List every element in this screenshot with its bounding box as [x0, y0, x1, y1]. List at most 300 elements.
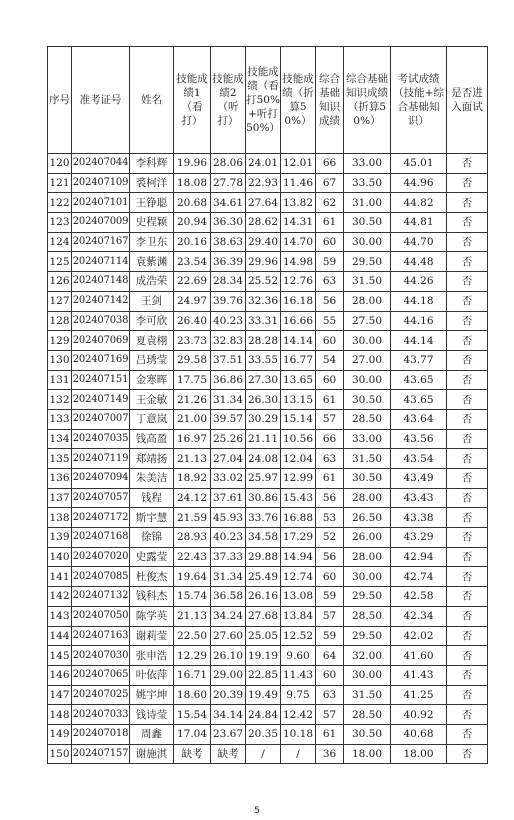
cell-name: 王金敏	[130, 390, 174, 410]
cell-skill-2: 36.30	[211, 213, 246, 233]
cell-knowledge-50: 18.00	[344, 744, 391, 764]
cell-skill-50: 12.76	[281, 272, 316, 292]
cell-knowledge: 57	[316, 409, 344, 429]
score-table	[47, 46, 488, 764]
cell-exam-id: 202407109	[72, 173, 130, 193]
cell-knowledge: 64	[316, 646, 344, 666]
cell-knowledge: 60	[316, 567, 344, 587]
cell-name: 王铮聪	[130, 193, 174, 213]
cell-total: 43.29	[391, 528, 447, 548]
cell-total: 42.34	[391, 606, 447, 626]
header-skill-50: 技能成绩（折算50%）	[281, 47, 316, 154]
cell-name: 史程颖	[130, 213, 174, 233]
cell-skill-1: 29.58	[174, 350, 211, 370]
cell-seq: 133	[48, 409, 72, 429]
cell-skill-2: 23.67	[211, 724, 246, 744]
cell-skill-50: 14.70	[281, 232, 316, 252]
cell-skill-2: 36.86	[211, 370, 246, 390]
cell-skill-avg: 29.40	[246, 232, 281, 252]
table-row	[48, 567, 488, 587]
cell-total: 40.92	[391, 705, 447, 725]
cell-skill-1: 18.60	[174, 685, 211, 705]
table-row	[48, 429, 488, 449]
cell-total: 42.58	[391, 587, 447, 607]
cell-seq: 137	[48, 488, 72, 508]
cell-seq: 147	[48, 685, 72, 705]
table-row	[48, 193, 488, 213]
header-knowledge: 综合基础知识成绩	[316, 47, 344, 154]
cell-exam-id: 202407035	[72, 429, 130, 449]
cell-seq: 121	[48, 173, 72, 193]
cell-name: 钱诗莹	[130, 705, 174, 725]
cell-knowledge-50: 28.50	[344, 705, 391, 725]
cell-knowledge-50: 28.00	[344, 488, 391, 508]
cell-skill-50: 10.56	[281, 429, 316, 449]
cell-seq: 129	[48, 331, 72, 351]
cell-seq: 140	[48, 547, 72, 567]
cell-knowledge-50: 30.50	[344, 213, 391, 233]
cell-skill-2: 38.63	[211, 232, 246, 252]
cell-skill-avg: 33.76	[246, 508, 281, 528]
cell-skill-1: 20.16	[174, 232, 211, 252]
cell-name: 周鑫	[130, 724, 174, 744]
header-knowledge-50: 综合基础知识成绩（折算50%）	[344, 47, 391, 154]
cell-seq: 141	[48, 567, 72, 587]
cell-total: 42.02	[391, 626, 447, 646]
cell-skill-50: 11.43	[281, 665, 316, 685]
cell-skill-50: 12.01	[281, 154, 316, 174]
cell-total: 41.25	[391, 685, 447, 705]
cell-seq: 127	[48, 291, 72, 311]
cell-seq: 149	[48, 724, 72, 744]
header-skill-1: 技能成绩1（看打）	[174, 47, 211, 154]
cell-name: 郑靖扬	[130, 449, 174, 469]
cell-skill-2: 33.02	[211, 469, 246, 489]
cell-exam-id: 202407149	[72, 390, 130, 410]
cell-skill-1: 19.96	[174, 154, 211, 174]
cell-interview: 否	[447, 646, 488, 666]
cell-interview: 否	[447, 291, 488, 311]
cell-knowledge-50: 27.50	[344, 311, 391, 331]
cell-skill-50: 13.08	[281, 587, 316, 607]
cell-skill-50: 14.14	[281, 331, 316, 351]
cell-name: 钱程	[130, 488, 174, 508]
table-row	[48, 232, 488, 252]
cell-skill-2: 45.93	[211, 508, 246, 528]
cell-total: 43.65	[391, 370, 447, 390]
cell-skill-avg: 30.86	[246, 488, 281, 508]
cell-total: 43.43	[391, 488, 447, 508]
cell-skill-50: 16.77	[281, 350, 316, 370]
cell-interview: 否	[447, 508, 488, 528]
cell-skill-avg: 20.35	[246, 724, 281, 744]
cell-knowledge-50: 31.50	[344, 685, 391, 705]
cell-interview: 否	[447, 626, 488, 646]
header-row	[48, 47, 488, 154]
cell-seq: 146	[48, 665, 72, 685]
cell-knowledge: 63	[316, 272, 344, 292]
cell-skill-50: 16.66	[281, 311, 316, 331]
cell-skill-1: 20.94	[174, 213, 211, 233]
cell-interview: 否	[447, 193, 488, 213]
cell-seq: 126	[48, 272, 72, 292]
cell-skill-2: 39.76	[211, 291, 246, 311]
cell-skill-50: 16.88	[281, 508, 316, 528]
cell-total: 44.70	[391, 232, 447, 252]
cell-name: 姚宇坤	[130, 685, 174, 705]
cell-name: 徐锦	[130, 528, 174, 548]
cell-skill-50: 13.15	[281, 390, 316, 410]
cell-knowledge: 63	[316, 685, 344, 705]
table-row	[48, 311, 488, 331]
cell-exam-id: 202407142	[72, 291, 130, 311]
table-row	[48, 390, 488, 410]
cell-interview: 否	[447, 232, 488, 252]
cell-total: 44.48	[391, 252, 447, 272]
cell-interview: 否	[447, 705, 488, 725]
cell-skill-2: 27.04	[211, 449, 246, 469]
cell-interview: 否	[447, 331, 488, 351]
cell-knowledge-50: 30.00	[344, 665, 391, 685]
cell-skill-avg: 19.19	[246, 646, 281, 666]
cell-skill-2: 36.39	[211, 252, 246, 272]
cell-name: 夏袁栩	[130, 331, 174, 351]
cell-skill-2: 34.14	[211, 705, 246, 725]
cell-knowledge: 54	[316, 350, 344, 370]
cell-total: 43.65	[391, 390, 447, 410]
cell-interview: 否	[447, 547, 488, 567]
cell-interview: 否	[447, 429, 488, 449]
cell-knowledge-50: 33.00	[344, 429, 391, 449]
cell-exam-id: 202407057	[72, 488, 130, 508]
cell-skill-50: 12.52	[281, 626, 316, 646]
cell-exam-id: 202407085	[72, 567, 130, 587]
cell-skill-50: 13.82	[281, 193, 316, 213]
cell-knowledge: 61	[316, 390, 344, 410]
cell-interview: 否	[447, 665, 488, 685]
cell-skill-avg: 32.36	[246, 291, 281, 311]
table-row	[48, 252, 488, 272]
cell-skill-2: 40.23	[211, 311, 246, 331]
cell-skill-avg: 26.16	[246, 587, 281, 607]
cell-skill-2: 32.83	[211, 331, 246, 351]
cell-skill-2: 28.34	[211, 272, 246, 292]
cell-name: 钱高盈	[130, 429, 174, 449]
cell-skill-avg: 25.05	[246, 626, 281, 646]
cell-total: 43.38	[391, 508, 447, 528]
cell-skill-2: 39.57	[211, 409, 246, 429]
cell-total: 44.81	[391, 213, 447, 233]
cell-knowledge: 61	[316, 469, 344, 489]
table-row	[48, 626, 488, 646]
cell-seq: 145	[48, 646, 72, 666]
cell-exam-id: 202407114	[72, 252, 130, 272]
cell-knowledge: 52	[316, 528, 344, 548]
cell-seq: 120	[48, 154, 72, 174]
cell-knowledge-50: 31.50	[344, 449, 391, 469]
table-row	[48, 350, 488, 370]
cell-name: 史露莹	[130, 547, 174, 567]
cell-knowledge-50: 30.00	[344, 370, 391, 390]
cell-skill-avg: 27.30	[246, 370, 281, 390]
cell-knowledge-50: 30.00	[344, 232, 391, 252]
cell-knowledge-50: 33.50	[344, 173, 391, 193]
cell-skill-1: 22.69	[174, 272, 211, 292]
cell-exam-id: 202407033	[72, 705, 130, 725]
cell-interview: 否	[447, 213, 488, 233]
cell-skill-2: 29.00	[211, 665, 246, 685]
cell-knowledge-50: 26.00	[344, 528, 391, 548]
cell-skill-50: 10.18	[281, 724, 316, 744]
cell-exam-id: 202407132	[72, 587, 130, 607]
header-exam-id: 准考证号	[72, 47, 130, 154]
header-name: 姓名	[130, 47, 174, 154]
cell-skill-2: 34.24	[211, 606, 246, 626]
header-total: 考试成绩（技能+综合基础知识）	[391, 47, 447, 154]
cell-skill-avg: 29.96	[246, 252, 281, 272]
cell-skill-50: 13.65	[281, 370, 316, 390]
cell-skill-2: 40.23	[211, 528, 246, 548]
cell-total: 43.49	[391, 469, 447, 489]
table-row	[48, 488, 488, 508]
cell-knowledge: 61	[316, 724, 344, 744]
cell-knowledge: 55	[316, 311, 344, 331]
cell-skill-avg: 25.52	[246, 272, 281, 292]
cell-skill-avg: 22.93	[246, 173, 281, 193]
cell-total: 43.64	[391, 409, 447, 429]
cell-seq: 124	[48, 232, 72, 252]
cell-skill-avg: 28.28	[246, 331, 281, 351]
table-row	[48, 587, 488, 607]
cell-skill-1: 24.97	[174, 291, 211, 311]
cell-total: 40.68	[391, 724, 447, 744]
cell-skill-50: 14.98	[281, 252, 316, 272]
cell-skill-avg: 25.49	[246, 567, 281, 587]
cell-exam-id: 202407172	[72, 508, 130, 528]
cell-skill-2: 25.26	[211, 429, 246, 449]
cell-name: 谢施淇	[130, 744, 174, 764]
cell-skill-2: 27.78	[211, 173, 246, 193]
cell-skill-2: 34.61	[211, 193, 246, 213]
cell-exam-id: 202407038	[72, 311, 130, 331]
table-row	[48, 547, 488, 567]
cell-skill-1: 24.12	[174, 488, 211, 508]
cell-name: 李卫东	[130, 232, 174, 252]
cell-skill-1: 26.40	[174, 311, 211, 331]
cell-seq: 130	[48, 350, 72, 370]
cell-knowledge-50: 29.50	[344, 252, 391, 272]
cell-interview: 否	[447, 409, 488, 429]
cell-name: 丁意岚	[130, 409, 174, 429]
cell-skill-1: 19.64	[174, 567, 211, 587]
cell-name: 裘柯洋	[130, 173, 174, 193]
cell-knowledge: 60	[316, 665, 344, 685]
cell-total: 41.60	[391, 646, 447, 666]
cell-seq: 142	[48, 587, 72, 607]
cell-skill-2: 37.61	[211, 488, 246, 508]
cell-interview: 否	[447, 370, 488, 390]
cell-knowledge-50: 30.00	[344, 331, 391, 351]
cell-interview: 否	[447, 449, 488, 469]
cell-knowledge: 67	[316, 173, 344, 193]
cell-skill-1: 15.74	[174, 587, 211, 607]
cell-total: 43.54	[391, 449, 447, 469]
cell-total: 44.18	[391, 291, 447, 311]
cell-skill-1: 15.54	[174, 705, 211, 725]
cell-exam-id: 202407157	[72, 744, 130, 764]
cell-seq: 143	[48, 606, 72, 626]
cell-knowledge: 59	[316, 626, 344, 646]
cell-total: 42.74	[391, 567, 447, 587]
cell-skill-avg: 33.55	[246, 350, 281, 370]
cell-total: 44.14	[391, 331, 447, 351]
cell-interview: 否	[447, 154, 488, 174]
cell-seq: 135	[48, 449, 72, 469]
cell-knowledge-50: 28.00	[344, 291, 391, 311]
cell-total: 42.94	[391, 547, 447, 567]
cell-skill-50: /	[281, 744, 316, 764]
cell-skill-1: 21.13	[174, 449, 211, 469]
cell-knowledge-50: 31.00	[344, 193, 391, 213]
cell-seq: 122	[48, 193, 72, 213]
cell-skill-1: 18.08	[174, 173, 211, 193]
cell-total: 43.56	[391, 429, 447, 449]
cell-skill-50: 9.75	[281, 685, 316, 705]
cell-seq: 131	[48, 370, 72, 390]
cell-knowledge-50: 33.00	[344, 154, 391, 174]
table-row	[48, 606, 488, 626]
cell-exam-id: 202407169	[72, 350, 130, 370]
table-row	[48, 272, 488, 292]
cell-interview: 否	[447, 744, 488, 764]
cell-skill-avg: 28.62	[246, 213, 281, 233]
cell-interview: 否	[447, 724, 488, 744]
cell-total: 43.77	[391, 350, 447, 370]
cell-interview: 否	[447, 252, 488, 272]
cell-skill-1: 17.75	[174, 370, 211, 390]
cell-knowledge: 59	[316, 587, 344, 607]
cell-skill-50: 14.94	[281, 547, 316, 567]
cell-skill-50: 13.84	[281, 606, 316, 626]
cell-skill-50: 14.31	[281, 213, 316, 233]
table-row	[48, 508, 488, 528]
header-skill-2: 技能成绩2（听打）	[211, 47, 246, 154]
cell-skill-1: 18.92	[174, 469, 211, 489]
cell-skill-1: 21.26	[174, 390, 211, 410]
cell-skill-avg: 19.49	[246, 685, 281, 705]
cell-knowledge: 60	[316, 331, 344, 351]
cell-interview: 否	[447, 173, 488, 193]
cell-skill-50: 11.46	[281, 173, 316, 193]
cell-knowledge: 66	[316, 154, 344, 174]
cell-seq: 134	[48, 429, 72, 449]
cell-skill-1: 缺考	[174, 744, 211, 764]
cell-total: 44.96	[391, 173, 447, 193]
cell-knowledge-50: 29.50	[344, 626, 391, 646]
cell-skill-2: 37.51	[211, 350, 246, 370]
cell-knowledge-50: 26.50	[344, 508, 391, 528]
cell-seq: 136	[48, 469, 72, 489]
table-row	[48, 173, 488, 193]
cell-knowledge-50: 30.50	[344, 390, 391, 410]
cell-interview: 否	[447, 469, 488, 489]
cell-name: 朱美洁	[130, 469, 174, 489]
cell-skill-avg: 26.30	[246, 390, 281, 410]
cell-name: 李科辉	[130, 154, 174, 174]
cell-exam-id: 202407007	[72, 409, 130, 429]
cell-exam-id: 202407094	[72, 469, 130, 489]
table-row	[48, 724, 488, 744]
cell-skill-avg: 24.01	[246, 154, 281, 174]
cell-total: 44.26	[391, 272, 447, 292]
cell-skill-1: 20.68	[174, 193, 211, 213]
cell-skill-avg: 27.68	[246, 606, 281, 626]
cell-skill-1: 16.71	[174, 665, 211, 685]
cell-exam-id: 202407030	[72, 646, 130, 666]
table-row	[48, 409, 488, 429]
cell-name: 金寒晖	[130, 370, 174, 390]
cell-skill-50: 12.99	[281, 469, 316, 489]
cell-exam-id: 202407044	[72, 154, 130, 174]
cell-knowledge: 60	[316, 232, 344, 252]
cell-skill-avg: 30.29	[246, 409, 281, 429]
cell-skill-2: 31.34	[211, 390, 246, 410]
cell-skill-1: 12.29	[174, 646, 211, 666]
cell-knowledge-50: 29.50	[344, 587, 391, 607]
cell-exam-id: 202407168	[72, 528, 130, 548]
cell-name: 吕琇莹	[130, 350, 174, 370]
cell-name: 王剑	[130, 291, 174, 311]
cell-total: 18.00	[391, 744, 447, 764]
table-row	[48, 646, 488, 666]
cell-knowledge: 62	[316, 193, 344, 213]
cell-exam-id: 202407148	[72, 272, 130, 292]
cell-skill-1: 23.54	[174, 252, 211, 272]
cell-name: 叶依萍	[130, 665, 174, 685]
table-row	[48, 291, 488, 311]
cell-skill-1: 21.59	[174, 508, 211, 528]
cell-interview: 否	[447, 311, 488, 331]
cell-knowledge: 59	[316, 252, 344, 272]
cell-knowledge: 56	[316, 488, 344, 508]
cell-name: 杜俊杰	[130, 567, 174, 587]
table-body	[48, 154, 488, 764]
cell-skill-50: 17.29	[281, 528, 316, 548]
table-row	[48, 370, 488, 390]
cell-skill-avg: 24.84	[246, 705, 281, 725]
cell-knowledge-50: 28.50	[344, 409, 391, 429]
cell-skill-avg: 34.58	[246, 528, 281, 548]
cell-skill-50: 12.74	[281, 567, 316, 587]
cell-knowledge: 63	[316, 449, 344, 469]
cell-exam-id: 202407020	[72, 547, 130, 567]
cell-seq: 123	[48, 213, 72, 233]
cell-seq: 150	[48, 744, 72, 764]
cell-name: 斯宇慧	[130, 508, 174, 528]
cell-total: 41.43	[391, 665, 447, 685]
table-row	[48, 449, 488, 469]
cell-interview: 否	[447, 685, 488, 705]
cell-interview: 否	[447, 272, 488, 292]
table-row	[48, 528, 488, 548]
cell-skill-1: 16.97	[174, 429, 211, 449]
cell-exam-id: 202407163	[72, 626, 130, 646]
cell-skill-1: 21.00	[174, 409, 211, 429]
cell-knowledge: 56	[316, 547, 344, 567]
page-number: 5	[254, 806, 260, 816]
cell-skill-1: 22.43	[174, 547, 211, 567]
cell-skill-50: 12.04	[281, 449, 316, 469]
